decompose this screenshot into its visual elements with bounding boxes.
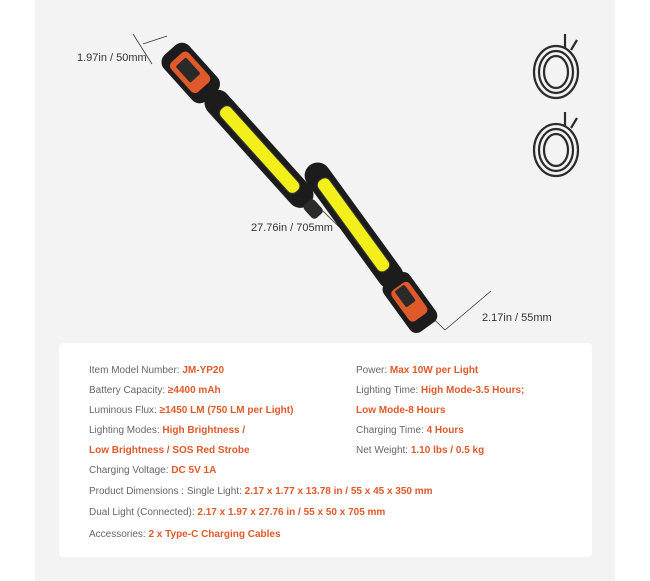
bottom-width-label: 2.17in / 55mm bbox=[482, 312, 552, 324]
spec-battery: Battery Capacity: ≥4400 mAh bbox=[89, 385, 221, 396]
spec-modes: Lighting Modes: High Brightness / bbox=[89, 425, 246, 436]
spec-model: Item Model Number: JM-YP20 bbox=[89, 365, 225, 376]
spec-dims-dual: Dual Light (Connected): 2.17 x 1.97 x 27.76 in / 55 x 50 x 705 mm bbox=[89, 507, 386, 518]
spec-dims-single: Product Dimensions : Single Light: 2.17 x 1.77 x 13.78 in / 55 x 45 x 350 mm bbox=[89, 486, 433, 497]
lower-light bbox=[297, 156, 440, 337]
upper-light bbox=[157, 39, 331, 227]
spec-charging-time: Charging Time: 4 Hours bbox=[356, 425, 464, 436]
spec-lighting-time-cont: Low Mode-8 Hours bbox=[356, 405, 446, 416]
spec-accessories: Accessories: 2 x Type-C Charging Cables bbox=[89, 529, 281, 540]
length-label: 27.76in / 705mm bbox=[251, 222, 333, 234]
top-width-label: 1.97in / 50mm bbox=[77, 52, 147, 64]
spec-lighting-time: Lighting Time: High Mode-3.5 Hours; bbox=[356, 385, 525, 396]
spec-card bbox=[59, 343, 592, 557]
spec-weight: Net Weight: 1.10 lbs / 0.5 kg bbox=[356, 445, 485, 456]
usb-c-cable-icon bbox=[534, 112, 578, 176]
spec-flux: Luminous Flux: ≥1450 LM (750 LM per Light) bbox=[89, 405, 294, 416]
usb-c-cable-icon bbox=[534, 34, 578, 98]
spec-power: Power: Max 10W per Light bbox=[356, 365, 479, 376]
spec-modes-cont: Low Brightness / SOS Red Strobe bbox=[89, 445, 250, 456]
work-light-illustration bbox=[35, 0, 615, 340]
spec-voltage: Charging Voltage: DC 5V 1A bbox=[89, 465, 217, 476]
